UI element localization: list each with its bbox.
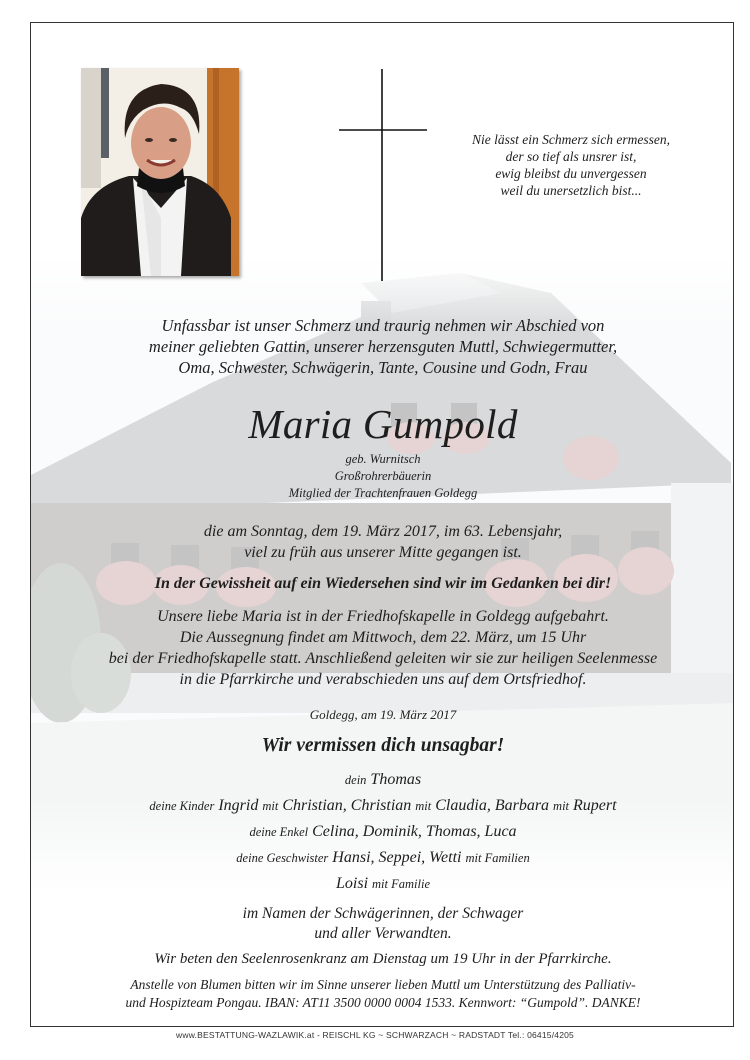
cross-icon [339, 69, 427, 281]
sibling-extra-suffix: mit Familie [372, 877, 430, 891]
child-joiner: mit [553, 799, 570, 813]
grandchildren-names: Celina, Dominik, Thomas, Luca [312, 823, 517, 840]
siblings-prefix: deine Geschwister [236, 851, 329, 865]
intro-line: Unfassbar ist unser Schmerz und traurig nehmen wir Abschied von [161, 316, 605, 335]
details-line: die am Sonntag, dem 19. März 2017, im 63. Lebensjahr, [203, 523, 563, 540]
membership: Mitglied der Trachtenfrauen Goldegg [288, 486, 478, 500]
family-line: im Namen der Schwägerinnen, der Schwager [242, 905, 524, 922]
poem-line: der so tief als unsrer ist, [505, 149, 637, 164]
spouse-row [31, 767, 734, 793]
spouse-name: Thomas [370, 771, 422, 788]
siblings-names: Hansi, Seppei, Wetti [332, 849, 462, 866]
child-joiner: mit [262, 799, 279, 813]
sibling-extra-row [31, 871, 734, 897]
miss-line: Wir vermissen dich unsagbar! [261, 735, 505, 756]
poem-line: ewig bleibst du unvergessen [495, 166, 647, 181]
child-name: Ingrid [218, 797, 259, 814]
child-joiner: mit [415, 799, 432, 813]
mourners-list [31, 767, 734, 944]
child-partner: Rupert [573, 797, 617, 814]
obituary-line: in die Pfarrkirche und verabschieden uns auf dem Ortsfriedhof. [179, 671, 587, 688]
family-line: und aller Verwandten. [314, 925, 452, 942]
funeral-information [31, 606, 734, 690]
donation-request [31, 976, 734, 1012]
dateline: Goldegg, am 19. März 2017 [309, 707, 457, 722]
child-name: Christian [350, 797, 412, 814]
closing-line: und Hospizteam Pongau. IBAN: AT11 3500 0000 0004 1533. Kennwort: “Gumpold”. DANKE! [125, 995, 641, 1010]
intro-line: Oma, Schwester, Schwägerin, Tante, Cousine und Godn, Frau [178, 358, 588, 377]
deceased-name: Maria Gumpold [248, 401, 518, 447]
sibling-extra-name: Loisi [336, 875, 369, 892]
obituary-line: bei der Friedhofskapelle statt. Anschließend geleiten wir sie zur heiligen Seelenmesse [108, 650, 658, 667]
siblings-row [31, 845, 734, 871]
child-partner: Claudia, [435, 797, 491, 814]
portrait-illustration [81, 68, 239, 276]
spouse-prefix: dein [344, 773, 367, 787]
announcement-intro [31, 315, 734, 378]
obituary-line: Unsere liebe Maria ist in der Friedhofskapelle in Goldegg aufgebahrt. [157, 608, 609, 625]
details-line: viel zu früh aus unserer Mitte gegangen ist. [244, 544, 522, 561]
rosary-notice: Wir beten den Seelenrosenkranz am Dienstag um 19 Uhr in der Pfarrkirche. [154, 951, 612, 967]
deceased-subinfo [31, 451, 734, 502]
intro-line: meiner geliebten Gattin, unserer herzensguten Muttl, Schwiegermutter, [148, 337, 618, 356]
faith-line: In der Gewissheit auf ein Wiedersehen sind wir im Gedanken bei dir! [154, 575, 612, 592]
parte-card [30, 22, 734, 1027]
obituary-line: Die Aussegnung findet am Mittwoch, dem 22. März, um 15 Uhr [179, 629, 587, 646]
grandchildren-row [31, 819, 734, 845]
death-details [31, 521, 734, 563]
children-row [31, 793, 734, 819]
child-partner: Christian, [282, 797, 347, 814]
poem-line: weil du unersetzlich bist... [500, 183, 642, 198]
family-lines [31, 904, 734, 944]
memorial-poem [441, 131, 701, 199]
siblings-suffix: mit Familien [465, 851, 530, 865]
poem-line: Nie lässt ein Schmerz sich ermessen, [472, 132, 670, 147]
occupation: Großrohrerbäuerin [334, 469, 432, 483]
children-prefix: deine Kinder [149, 799, 215, 813]
closing-line: Anstelle von Blumen bitten wir im Sinne unserer lieben Muttl um Unterstützung des Palliativ- [130, 977, 636, 992]
grandchildren-prefix: deine Enkel [249, 825, 309, 839]
child-name: Barbara [494, 797, 550, 814]
birth-name: geb. Wurnitsch [345, 452, 421, 466]
funeral-home-footer: www.BESTATTUNG-WAZLAWIK.at - REISCHL KG ~ SCHWARZACH ~ RADSTADT Tel.: 06415/4205 [176, 1030, 574, 1040]
portrait-photo [81, 68, 239, 276]
